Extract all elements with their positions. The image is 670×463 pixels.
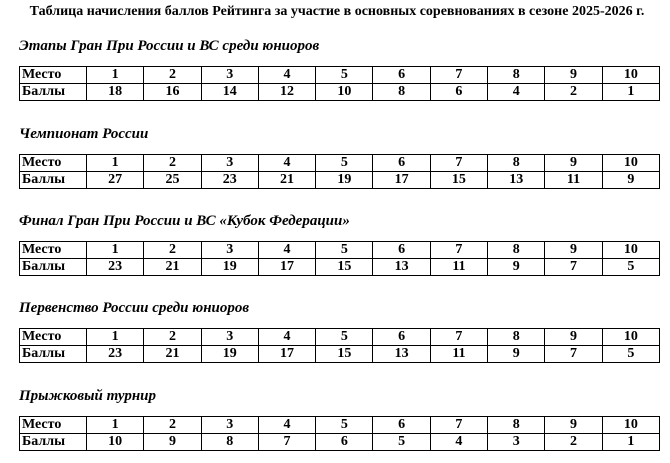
row-label: Место — [20, 155, 87, 172]
document-title: Таблица начисления баллов Рейтинга за участие в основных соревнованиях в сезоне 2025-2026 г. — [29, 4, 645, 19]
points-table — [19, 416, 660, 451]
points-cell: 25 — [144, 172, 201, 189]
points-cell: 12 — [258, 84, 315, 101]
points-cell: 9 — [144, 434, 201, 451]
points-row — [20, 434, 660, 451]
place-cell: 7 — [430, 67, 487, 84]
place-cell: 10 — [602, 417, 659, 434]
points-cell: 2 — [545, 84, 602, 101]
place-cell: 6 — [373, 329, 430, 346]
place-cell: 6 — [373, 67, 430, 84]
place-cell: 8 — [488, 155, 545, 172]
place-cell: 4 — [258, 155, 315, 172]
points-cell: 23 — [87, 259, 144, 276]
points-cell: 1 — [602, 84, 659, 101]
place-cell: 5 — [316, 67, 373, 84]
points-cell: 10 — [87, 434, 144, 451]
place-cell: 10 — [602, 242, 659, 259]
place-cell: 9 — [545, 242, 602, 259]
points-row — [20, 346, 660, 363]
points-cell: 5 — [373, 434, 430, 451]
place-cell: 4 — [258, 242, 315, 259]
points-cell: 19 — [316, 172, 373, 189]
section-title: Этапы Гран При России и ВС среди юниоров — [19, 38, 320, 54]
place-cell: 3 — [201, 417, 258, 434]
points-cell: 11 — [545, 172, 602, 189]
points-cell: 10 — [316, 84, 373, 101]
points-row — [20, 84, 660, 101]
row-label: Место — [20, 242, 87, 259]
section-title: Чемпионат России — [19, 126, 149, 142]
points-cell: 19 — [201, 346, 258, 363]
place-cell: 3 — [201, 329, 258, 346]
place-cell: 4 — [258, 67, 315, 84]
points-cell: 17 — [258, 259, 315, 276]
points-row — [20, 259, 660, 276]
points-cell: 15 — [316, 346, 373, 363]
place-cell: 4 — [258, 417, 315, 434]
row-label: Баллы — [20, 434, 87, 451]
points-cell: 7 — [545, 346, 602, 363]
points-cell: 7 — [258, 434, 315, 451]
points-table — [19, 66, 660, 101]
place-cell: 6 — [373, 155, 430, 172]
points-cell: 17 — [373, 172, 430, 189]
section-title: Финал Гран При России и ВС «Кубок Федерации» — [19, 213, 350, 229]
points-cell: 16 — [144, 84, 201, 101]
points-cell: 6 — [316, 434, 373, 451]
place-cell: 9 — [545, 417, 602, 434]
place-cell: 5 — [316, 242, 373, 259]
points-cell: 8 — [373, 84, 430, 101]
place-cell: 7 — [430, 242, 487, 259]
place-cell: 9 — [545, 329, 602, 346]
points-table — [19, 154, 660, 189]
place-cell: 5 — [316, 417, 373, 434]
place-cell: 1 — [87, 417, 144, 434]
points-cell: 11 — [430, 346, 487, 363]
points-cell: 9 — [488, 346, 545, 363]
points-row — [20, 172, 660, 189]
place-cell: 7 — [430, 417, 487, 434]
place-cell: 2 — [144, 242, 201, 259]
points-cell: 21 — [144, 346, 201, 363]
place-cell: 1 — [87, 242, 144, 259]
place-cell: 1 — [87, 329, 144, 346]
place-cell: 9 — [545, 155, 602, 172]
section-grand-prix-stages — [19, 38, 660, 101]
points-cell: 23 — [87, 346, 144, 363]
place-row — [20, 329, 660, 346]
place-cell: 8 — [488, 242, 545, 259]
place-cell: 8 — [488, 67, 545, 84]
place-cell: 4 — [258, 329, 315, 346]
place-cell: 2 — [144, 329, 201, 346]
place-cell: 5 — [316, 329, 373, 346]
place-cell: 10 — [602, 155, 659, 172]
place-cell: 7 — [430, 155, 487, 172]
row-label: Место — [20, 417, 87, 434]
place-cell: 8 — [488, 329, 545, 346]
place-cell: 10 — [602, 67, 659, 84]
points-cell: 13 — [488, 172, 545, 189]
points-cell: 2 — [545, 434, 602, 451]
points-cell: 15 — [316, 259, 373, 276]
row-label: Место — [20, 67, 87, 84]
points-cell: 17 — [258, 346, 315, 363]
place-row — [20, 155, 660, 172]
place-cell: 3 — [201, 242, 258, 259]
points-cell: 13 — [373, 259, 430, 276]
place-cell: 7 — [430, 329, 487, 346]
points-cell: 1 — [602, 434, 659, 451]
points-cell: 4 — [488, 84, 545, 101]
points-cell: 18 — [87, 84, 144, 101]
points-cell: 19 — [201, 259, 258, 276]
place-row — [20, 417, 660, 434]
section-junior-championship — [19, 300, 660, 363]
section-grand-prix-final — [19, 213, 660, 276]
points-cell: 21 — [144, 259, 201, 276]
place-cell: 6 — [373, 242, 430, 259]
points-cell: 21 — [258, 172, 315, 189]
place-cell: 3 — [201, 155, 258, 172]
section-title: Первенство России среди юниоров — [19, 300, 250, 316]
points-cell: 8 — [201, 434, 258, 451]
points-cell: 9 — [488, 259, 545, 276]
points-cell: 3 — [488, 434, 545, 451]
place-cell: 2 — [144, 417, 201, 434]
points-cell: 6 — [430, 84, 487, 101]
place-cell: 9 — [545, 67, 602, 84]
place-cell: 2 — [144, 67, 201, 84]
row-label: Баллы — [20, 84, 87, 101]
points-cell: 7 — [545, 259, 602, 276]
place-cell: 1 — [87, 155, 144, 172]
row-label: Баллы — [20, 172, 87, 189]
place-cell: 1 — [87, 67, 144, 84]
points-cell: 9 — [602, 172, 659, 189]
points-cell: 15 — [430, 172, 487, 189]
place-row — [20, 67, 660, 84]
points-cell: 14 — [201, 84, 258, 101]
place-row — [20, 242, 660, 259]
points-cell: 13 — [373, 346, 430, 363]
section-russian-championship — [19, 126, 660, 189]
points-cell: 23 — [201, 172, 258, 189]
section-title: Прыжковый турнир — [19, 388, 157, 404]
points-cell: 27 — [87, 172, 144, 189]
points-table — [19, 328, 660, 363]
row-label: Баллы — [20, 259, 87, 276]
place-cell: 10 — [602, 329, 659, 346]
points-cell: 5 — [602, 346, 659, 363]
points-cell: 5 — [602, 259, 659, 276]
place-cell: 8 — [488, 417, 545, 434]
points-cell: 11 — [430, 259, 487, 276]
place-cell: 3 — [201, 67, 258, 84]
place-cell: 5 — [316, 155, 373, 172]
row-label: Место — [20, 329, 87, 346]
row-label: Баллы — [20, 346, 87, 363]
points-cell: 4 — [430, 434, 487, 451]
place-cell: 6 — [373, 417, 430, 434]
section-jumping-tournament — [19, 388, 660, 451]
place-cell: 2 — [144, 155, 201, 172]
points-table — [19, 241, 660, 276]
